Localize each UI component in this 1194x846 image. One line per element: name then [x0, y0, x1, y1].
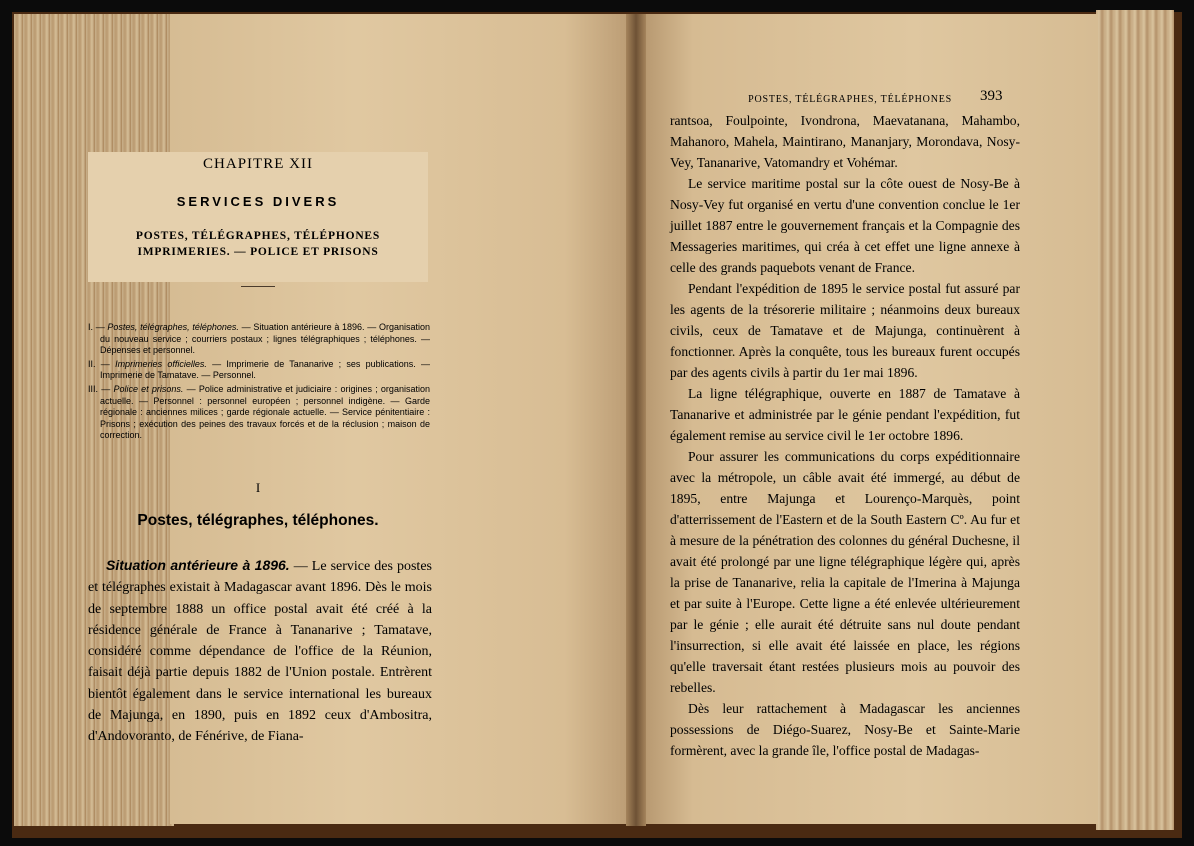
summary-item: I. — Postes, télégraphes, téléphones. — Situation antérieure à 1896. — Organisation du nouveau service ; courriers postaux ; lignes télégraphiques ; téléphones. — Dépenses et personnel. — [88, 322, 430, 356]
chapter-subtitle-2: IMPRIMERIES. — POLICE ET PRISONS — [137, 246, 379, 258]
section-number: I — [255, 480, 261, 495]
paragraph: La ligne télégraphique, ouverte en 1887 de Tamatave à Tananarive et administrée par le génie pendant l'expédition, fut également remise au service civil le 1er octobre 1896. — [670, 386, 1020, 443]
paragraph: Le service maritime postal sur la côte ouest de Nosy-Be à Nosy-Vey fut organisé en vertu d'une convention conclue le 1er juillet 1887 entre le gouvernement français et la Compagnie des Messageries maritimes, qui créa à cet effet une ligne annexe à celle des grands paquebots venant de France. — [670, 176, 1020, 275]
divider — [241, 286, 275, 287]
section-title: Postes, télégraphes, téléphones. — [137, 512, 379, 529]
running-head: POSTES, TÉLÉGRAPHES, TÉLÉPHONES — [748, 94, 952, 105]
chapter-number: CHAPITRE XII — [203, 156, 313, 172]
left-paragraph: — Le service des postes et télégraphes existait à Madagascar avant 1896. Dès le mois de septembre 1888 un office postal avait été créé à la résidence générale de France à Tananarive ; Tamatave, considéré comme dépendance de l'office de la Réunion, faisait déjà partie depuis 1882 de l'Union postale. Entrèrent bientôt également dans le service international les bureaux de Majunga, en 1890, puis en 1892 ceux d'Ambositra, d'Andovoranto, de Fénérive, de Fiana- — [88, 559, 432, 745]
chapter-subtitle-1: POSTES, TÉLÉGRAPHES, TÉLÉPHONES — [135, 230, 381, 242]
paragraph: Dès leur rattachement à Madagascar les anciennes possessions de Diégo-Suarez, Nosy-Be et Sainte-Marie formèrent, avec la grande île, l'office postal de Madagas- — [670, 701, 1020, 758]
right-body-text — [670, 110, 1020, 761]
chapter-summary — [88, 322, 430, 444]
book-gutter — [626, 14, 646, 826]
paragraph: rantsoa, Foulpointe, Ivondrona, Maevatanana, Mahambo, Mahanoro, Mahela, Maintirano, Mananjary, Morondava, Nosy-Vey, Tananarive, Vatomandry et Vohémar. — [670, 113, 1020, 170]
chapter-title: SERVICES DIVERS — [176, 194, 340, 209]
right-page-edges — [1096, 10, 1174, 830]
lead-phrase: Situation antérieure à 1896. — [106, 557, 290, 573]
summary-item: III. — Police et prisons. — Police administrative et judiciaire : origines ; organisation actuelle. — Personnel : personnel européen ; personnel indigène. — Garde régionale : anciennes milices ; garde régionale actuelle. — Service pénitentiaire : Prisons ; exécution des peines des travaux forcés et de la réclusion ; maison de correction. — [88, 383, 430, 441]
left-body-text — [88, 555, 432, 748]
paragraph: Pour assurer les communications du corps expéditionnaire avec la métropole, un câble avait été immergé, au début de 1895, entre Majunga et Lourenço-Marquès, point d'atterrissement de l'Eastern et de la South Eastern Cº. Au fur et à mesure de la pénétration des colonnes du général Duchesne, il avait été prolongé par une ligne télégraphique légère qui, après la prise de Tananarive, relia la capitale de l'Imerina à Majunga et par suite à l'Europe. Cette ligne a été enlevée ultérieurement par le génie ; elle aurait été détruite sans nul doute pendant l'insurrection, si elle avait été laissée en place, les régions qu'elle traversait étant restées plusieurs mois au pouvoir des rebelles. — [670, 449, 1020, 695]
page-number: 393 — [980, 88, 1003, 104]
paragraph: Pendant l'expédition de 1895 le service postal fut assuré par les agents de la trésorerie militaire ; néanmoins deux bureaux civils, ceux de Tamatave et de Majunga, continuèrent à fonctionner. Après la conquête, tous les bureaux furent occupés par des agents civils à partir du 1er mai 1896. — [670, 281, 1020, 380]
summary-item: II. — Imprimeries officielles. — Imprimerie de Tananarive ; ses publications. — Imprimerie de Tamatave. — Personnel. — [88, 358, 430, 381]
